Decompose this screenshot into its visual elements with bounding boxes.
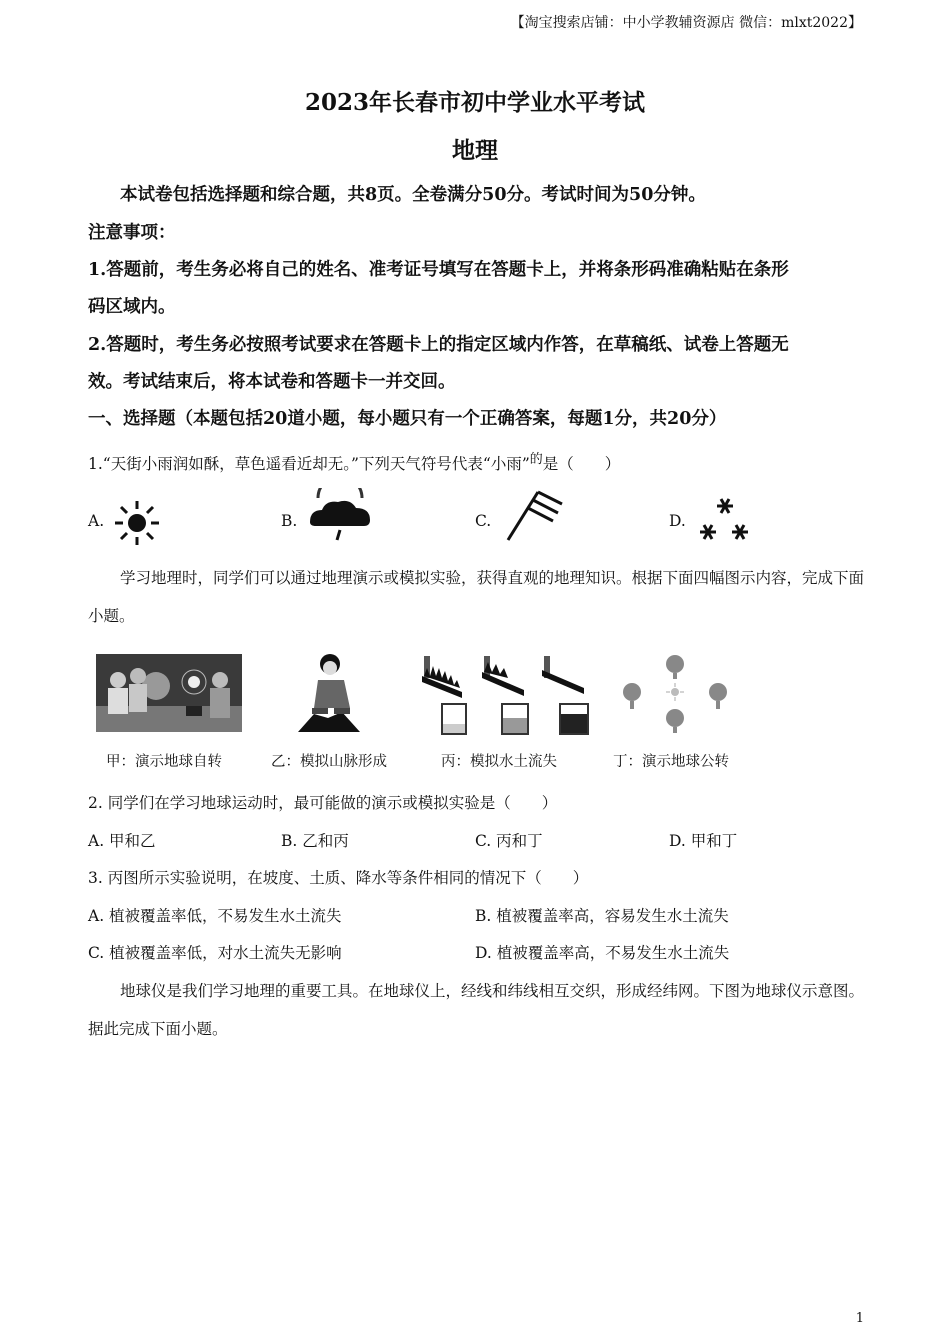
q1-stem-tail: 是（ ） <box>542 455 621 473</box>
material-1-text: 学习地理时，同学们可以通过地理演示或模拟实验，获得直观的地理知识。根据下面四幅图示内容，完成下面小题。 <box>88 569 865 625</box>
notice-2-line-2: 效。考试结束后，将本试卷和答题卡一并交回。 <box>88 372 456 392</box>
exam-intro: 本试卷包括选择题和综合题，共8页。全卷满分50分。考试时间为50分钟。 <box>120 185 706 205</box>
q2-option-c[interactable]: C. 丙和丁 <box>475 832 543 850</box>
notice-1-line-2: 码区域内。 <box>88 297 176 317</box>
mountain-formation-demo-image <box>294 652 364 734</box>
q1-option-c-label[interactable]: C. <box>475 512 492 530</box>
q1-stem <box>88 452 620 474</box>
q2-stem: 2. 同学们在学习地球运动时，最可能做的演示或模拟实验是（ ） <box>88 794 558 812</box>
earth-rotation-demo-image <box>96 654 242 732</box>
q3-option-b[interactable]: B. 植被覆盖率高，容易发生水土流失 <box>475 907 729 925</box>
wind-icon <box>502 486 568 544</box>
q2-option-b[interactable]: B. 乙和丙 <box>281 832 349 850</box>
soil-erosion-demo-image <box>418 652 594 736</box>
q1-stem-sup: 的 <box>529 452 543 467</box>
q1-stem-text: 1.“天街小雨润如酥，草色遥看近却无。”下列天气符号代表“小雨” <box>88 455 530 473</box>
section-1-heading: 一、选择题（本题包括20道小题，每小题只有一个正确答案，每题1分，共20分） <box>88 409 727 429</box>
q2-option-d[interactable]: D. 甲和丁 <box>669 832 738 850</box>
material-2-text: 地球仪是我们学习地理的重要工具。在地球仪上，经线和纬线相互交织，形成经纬网。下图为地球仪示意图。据此完成下面小题。 <box>88 982 865 1038</box>
q1-option-d-label[interactable]: D. <box>669 512 686 530</box>
q1-option-b-label[interactable]: B. <box>281 512 298 530</box>
caption-ding: 丁：演示地球公转 <box>613 754 729 770</box>
q3-stem: 3. 丙图所示实验说明，在坡度、土质、降水等条件相同的情况下（ ） <box>88 869 589 887</box>
notice-heading: 注意事项： <box>88 223 176 243</box>
caption-jia: 甲：演示地球自转 <box>106 754 222 770</box>
q3-option-d[interactable]: D. 植被覆盖率高，不易发生水土流失 <box>475 944 730 962</box>
notice-1-line-1: 1.答题前，考生务必将自己的姓名、准考证号填写在答题卡上，并将条形码准确粘贴在条形 <box>88 260 789 280</box>
earth-revolution-demo-image <box>618 652 732 734</box>
light-rain-icon <box>306 488 374 544</box>
q2-option-a[interactable]: A. 甲和乙 <box>88 832 156 850</box>
caption-bing: 丙：模拟水土流失 <box>441 754 557 770</box>
snow-icon <box>694 492 754 548</box>
exam-title: 2023年长春市初中学业水平考试 <box>304 89 645 116</box>
q1-option-a-label[interactable]: A. <box>88 512 105 530</box>
sun-icon <box>112 498 162 548</box>
exam-subject: 地理 <box>452 137 498 164</box>
watermark: 【淘宝搜索店铺：中小学教辅资源店 微信：mlxt2022】 <box>510 15 862 31</box>
caption-yi: 乙：模拟山脉形成 <box>271 754 387 770</box>
q3-option-c[interactable]: C. 植被覆盖率低，对水土流失无影响 <box>88 944 342 962</box>
page-number: 1 <box>855 1311 864 1326</box>
q3-option-a[interactable]: A. 植被覆盖率低，不易发生水土流失 <box>88 907 342 925</box>
notice-2-line-1: 2.答题时，考生务必按照考试要求在答题卡上的指定区域内作答，在草稿纸、试卷上答题无 <box>88 335 789 355</box>
